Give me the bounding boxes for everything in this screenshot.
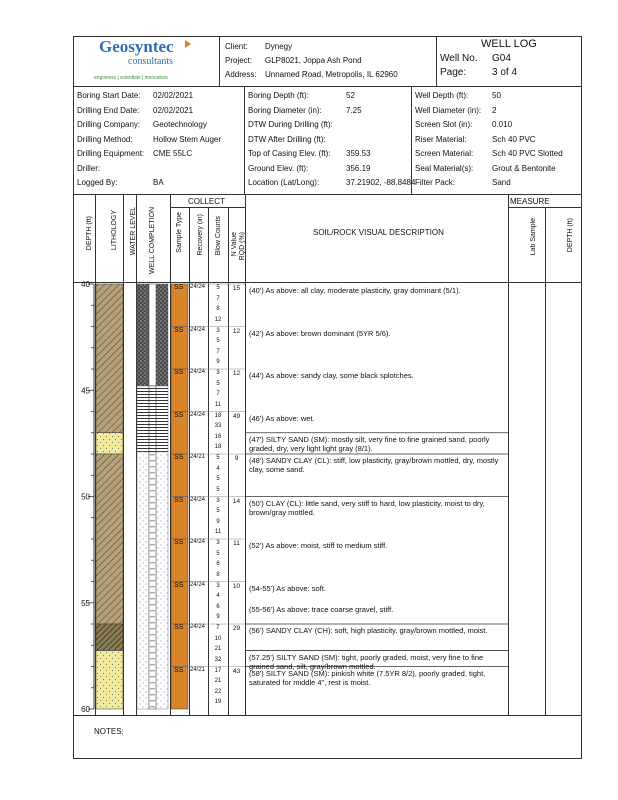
n-value-header: N Value (231, 232, 238, 257)
annulus-filter (137, 452, 149, 709)
annulus-screen-bentonite (137, 386, 149, 452)
blow-count: 5 (216, 486, 220, 493)
sample-type: SS (174, 666, 184, 674)
blow-count: 5 (216, 550, 220, 557)
info-value: 0.010 (492, 120, 513, 129)
info-label: Filter Pack: (415, 178, 456, 187)
description-text: (48') SANDY CLAY (CL): stiff, low plasticity, gray/brown mottled, dry, mostly clay, some sand. (249, 456, 499, 474)
info-value: Hollow Stem Auger (153, 134, 222, 144)
sample-type: SS (174, 411, 184, 419)
well-completion-header: WELL COMPLETION (149, 207, 156, 275)
well-log-title: WELL LOG (481, 38, 537, 50)
well-casing (149, 284, 156, 386)
info-value: Sch 40 PVC (492, 134, 536, 144)
sample-recovery: 24/24 (190, 581, 206, 588)
blow-count: 6 (216, 561, 220, 568)
lithology-clay (96, 454, 123, 624)
well-casing (149, 452, 156, 709)
logo-sub: consultants (128, 56, 173, 67)
description-text: (56') SANDY CLAY (CH): soft, high plasticity, gray/brown mottled, moist. (249, 626, 488, 635)
info-label: Boring Start Date: (77, 91, 141, 100)
info-label: Top of Casing Elev. (ft): (248, 149, 331, 158)
blow-count: 9 (216, 614, 220, 621)
blow-count: 17 (214, 667, 222, 674)
well-casing (149, 386, 156, 452)
n-value: 9 (234, 455, 239, 462)
blow-count: 19 (214, 699, 222, 706)
blow-count: 16 (214, 433, 222, 440)
info-label: DTW After Drilling (ft): (248, 134, 326, 144)
n-value: 15 (232, 285, 241, 292)
depth-label: 50 (81, 492, 90, 502)
blow-count: 5 (216, 338, 220, 345)
measure-header: MEASURE (510, 197, 550, 206)
depth-label: 45 (81, 386, 90, 396)
n-value: 12 (232, 327, 241, 335)
info-label: Drilling End Date: (77, 105, 140, 115)
well-no-value: G04 (492, 53, 511, 64)
depth-label: 55 (81, 598, 90, 608)
blow-count: 5 (216, 285, 220, 291)
blow-count: 12 (214, 316, 222, 323)
project-value: GLP8021, Joppa Ash Pond (265, 56, 362, 65)
sample-recovery: 24/24 (190, 411, 206, 418)
rqd-header: RQD (%) (239, 232, 246, 261)
info-value: 52 (346, 91, 355, 100)
client-value: Dynegy (265, 42, 293, 51)
client-label: Client: (225, 42, 248, 51)
sample-type: SS (174, 284, 184, 291)
sample-recovery: 24/21 (190, 666, 206, 673)
blow-count: 33 (214, 423, 222, 430)
page-value: 3 of 4 (492, 67, 518, 78)
blow-count: 6 (216, 603, 220, 610)
lithology-clay (96, 284, 123, 433)
info-value: Grout & Bentonite (492, 163, 556, 173)
info-label: Riser Material: (415, 134, 467, 144)
logo-name: Geosyntec (99, 37, 174, 56)
blow-count: 3 (216, 327, 220, 334)
lab-sample-header: Lab Sample (530, 218, 537, 256)
annulus-screen-bentonite (156, 386, 168, 452)
blow-count: 7 (216, 625, 220, 631)
blow-count: 18 (214, 412, 222, 419)
n-value: 11 (233, 540, 240, 547)
recovery-header: Recovery (in) (197, 214, 204, 256)
info-label: Location (Lat/Long): (248, 178, 320, 187)
info-label: Well Diameter (in): (415, 105, 482, 115)
blow-count: 32 (214, 656, 222, 663)
blow-count: 8 (216, 306, 220, 313)
blow-count: 5 (216, 476, 220, 483)
sample-type: SS (174, 539, 184, 546)
info-label: Driller: (77, 163, 101, 173)
water-level-header: WATER LEVEL (130, 207, 137, 256)
n-value: 49 (232, 412, 241, 420)
info-value: Sand (492, 178, 511, 187)
sample-type: SS (174, 454, 184, 461)
info-label: Boring Diameter (in): (248, 105, 322, 115)
blow-count: 11 (214, 401, 222, 408)
info-value: 50 (492, 91, 501, 100)
notes-label: NOTES: (94, 727, 124, 736)
info-label: Drilling Equipment: (77, 149, 145, 158)
lithology-silty-sand (96, 651, 123, 709)
lithology-silty-sand (96, 433, 123, 454)
depth-header: DEPTH (ft) (86, 216, 93, 251)
sample-recovery: 24/24 (190, 326, 206, 333)
blow-count: 18 (214, 444, 222, 451)
info-label: Boring Depth (ft): (248, 91, 309, 100)
info-value: BA (153, 178, 164, 187)
logo-tagline: engineers | scientists | innovators (94, 75, 168, 81)
info-label: DTW During Drilling (ft): (248, 120, 333, 129)
sample-recovery: 24/24 (190, 539, 206, 545)
sample-recovery: 24/21 (190, 454, 206, 460)
info-value: 02/02/2021 (153, 91, 194, 100)
annulus-seal (137, 284, 149, 386)
info-label: Well Depth (ft): (415, 91, 469, 100)
blow-count: 9 (216, 518, 220, 525)
blow-count: 7 (216, 391, 220, 398)
sample-type: SS (174, 581, 184, 589)
description-text: (42') As above: brown dominant (5YR 5/6). (249, 328, 391, 338)
blow-count: 21 (214, 646, 222, 653)
depth-label: 60 (81, 705, 90, 714)
description-header: SOIL/ROCK VISUAL DESCRIPTION (313, 228, 444, 237)
info-label: Seal Material(s): (415, 163, 474, 173)
blow-count: 5 (216, 508, 220, 515)
description-text: (55-56') As above: trace coarse gravel, stiff. (249, 604, 394, 614)
blow-count: 9 (216, 359, 220, 366)
info-value: 2 (492, 105, 497, 115)
info-value: 37.21902, -88.8484 (346, 178, 416, 187)
n-value: 12 (232, 370, 241, 377)
info-value: Geotechnology (153, 120, 207, 129)
description-text: (52') As above: moist, stiff to medium stiff. (249, 541, 388, 550)
blow-count: 5 (216, 380, 220, 387)
info-value: 7.25 (346, 105, 362, 115)
info-value: 356.19 (346, 163, 371, 173)
blow-count: 7 (216, 295, 220, 302)
description-text: (50') CLAY (CL): little sand, very stiff to hard, low plasticity, moist to dry, brown/gray mottled. (249, 498, 485, 517)
blow-count: 8 (216, 571, 220, 578)
info-label: Ground Elev. (ft): (248, 163, 309, 173)
info-value: 359.53 (346, 149, 371, 158)
n-value: 14 (232, 497, 241, 505)
sample-recovery: 24/24 (190, 496, 206, 503)
depth-label: 40 (81, 280, 90, 289)
annulus-filter (156, 452, 168, 709)
blow-count: 3 (216, 497, 220, 504)
sample-type: SS (174, 624, 184, 631)
blow-counts-header: Blow Counts (215, 216, 222, 256)
blow-count: 10 (214, 635, 222, 642)
description-text: (54-55') As above: soft. (249, 583, 326, 593)
sample-type: SS (174, 496, 184, 504)
sample-recovery: 24/24 (190, 369, 206, 375)
info-value: CME 55LC (153, 149, 193, 158)
description-text: (46') As above: wet. (249, 413, 315, 423)
n-value: 29 (232, 625, 241, 632)
lithology-header: LITHOLOGY (111, 210, 118, 251)
collect-header: COLLECT (188, 197, 225, 206)
n-value: 43 (232, 667, 241, 675)
description-text: (47') SILTY SAND (SM): mostly silt, very fine to fine grained sand, poorly graded, dry, very light light gray (8/1). (249, 434, 490, 453)
blow-count: 21 (214, 678, 222, 685)
info-label: Screen Slot (in): (415, 120, 473, 129)
blow-count: 11 (214, 529, 222, 536)
info-label: Screen Material: (415, 149, 474, 158)
blow-count: 7 (216, 348, 220, 355)
well-no-label: Well No. (440, 53, 478, 64)
blow-count: 3 (216, 370, 220, 376)
info-label: Drilling Method: (77, 134, 133, 144)
blow-count: 22 (214, 688, 222, 695)
blow-count: 4 (216, 465, 220, 472)
annulus-seal (156, 284, 168, 386)
depth-right-header: DEPTH (ft) (567, 218, 574, 253)
blow-count: 3 (216, 540, 220, 546)
info-value: Sch 40 PVC Slotted (492, 149, 563, 158)
sample-type-header: Sample Type (176, 212, 183, 253)
sample-recovery: 24/24 (190, 624, 206, 630)
info-label: Logged By: (77, 178, 118, 187)
description-text: (40') As above: all clay, moderate plasticity, gray dominant (5/1). (249, 286, 461, 295)
blow-count: 3 (216, 582, 220, 589)
description-text: (58') SILTY SAND (SM): pinkish white (7.5YR 8/2), poorly graded, tight, saturated for middle 4", rest is moist. (249, 668, 486, 687)
address-value: Unnamed Road, Metropolis, IL 62960 (265, 70, 398, 79)
description-text: (44') As above: sandy clay, some black splotches. (249, 371, 414, 380)
project-label: Project: (225, 56, 253, 65)
lithology-sandy-clay (96, 624, 123, 651)
n-value: 10 (232, 582, 241, 590)
blow-count: 4 (216, 593, 220, 600)
sample-recovery: 24/24 (190, 284, 206, 290)
blow-count: 5 (216, 455, 220, 461)
sample-type: SS (174, 369, 184, 376)
page-label: Page: (440, 67, 467, 78)
info-label: Drilling Company: (77, 120, 141, 129)
notes-divider (73, 715, 582, 716)
info-value: 02/02/2021 (153, 105, 194, 115)
sample-type: SS (174, 326, 184, 334)
address-label: Address: (225, 70, 257, 79)
description-text: (57.25') SILTY SAND (SM): tight, poorly graded, moist, very fine to fine grained sand, silt, gray/brown mottled. (249, 652, 484, 671)
